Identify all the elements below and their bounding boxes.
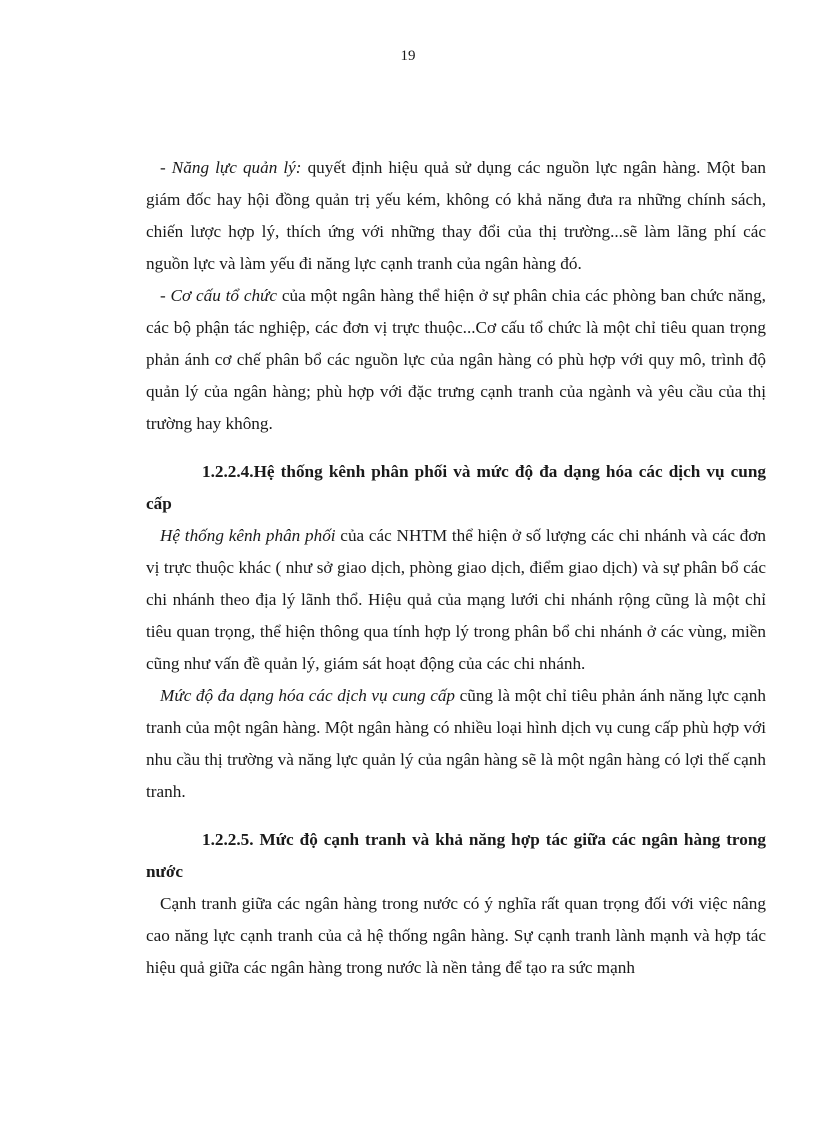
paragraph-service-diversification bbox=[146, 680, 766, 808]
paragraph-organization-structure bbox=[146, 280, 766, 440]
paragraph-text: của một ngân hàng thể hiện ở sự phân chia các phòng ban chức năng, các bộ phận tác nghiệp, các đơn vị trực thuộc...Cơ cấu tổ chức là một chỉ tiêu quan trọng phản ánh cơ chế phân bổ các nguồn lực của ngân hàng có phù hợp với quy mô, trình độ quản lý của ngân hàng; phù hợp với đặc trưng cạnh tranh của ngành và yêu cầu của thị trường hay không. bbox=[146, 286, 766, 433]
paragraph-text: cũng là một chỉ tiêu phản ánh năng lực cạnh tranh của một ngân hàng. Một ngân hàng có nhiều loại hình dịch vụ cung cấp phù hợp với nhu cầu thị trường và năng lực quản lý của ngân hàng sẽ là một ngân hàng có lợi thế cạnh tranh. bbox=[146, 686, 766, 801]
paragraph-text: của các NHTM thể hiện ở số lượng các chi nhánh và các đơn vị trực thuộc khác ( như sở giao dịch, phòng giao dịch, điểm giao dịch) và sự phân bổ các chi nhánh theo địa lý lãnh thổ. Hiệu quả của mạng lưới chi nhánh rộng cũng là một chỉ tiêu quan trọng, thể hiện thông qua tính hợp lý trong phân bổ chi nhánh ở các vùng, miền cũng như vấn đề quản lý, giám sát hoạt động của các chi nhánh. bbox=[146, 526, 766, 673]
term-service-diversification: Mức độ đa dạng hóa các dịch vụ cung cấp bbox=[160, 686, 456, 705]
page-number: 19 bbox=[400, 48, 416, 64]
section-heading-1-2-2-4: 1.2.2.4.Hệ thống kênh phân phối và mức độ đa dạng hóa các dịch vụ cung cấp bbox=[146, 462, 766, 513]
paragraph-distribution-channels bbox=[146, 520, 766, 680]
paragraph-domestic-competition: Cạnh tranh giữa các ngân hàng trong nước có ý nghĩa rất quan trọng đối với việc nâng cao năng lực cạnh tranh của cả hệ thống ngân hàng. Sự cạnh tranh lành mạnh và hợp tác hiệu quả giữa các ngân hàng trong nước là nền tảng để tạo ra sức mạnh bbox=[146, 894, 766, 977]
paragraph-text: quyết định hiệu quả sử dụng các nguồn lực ngân hàng. Một ban giám đốc hay hội đồng quản trị yếu kém, không có khả năng đưa ra những chính sách, chiến lược hợp lý, thích ứng với những thay đổi của thị trường...sẽ làm lãng phí các nguồn lực và làm yếu đi năng lực cạnh tranh của ngân hàng đó. bbox=[146, 158, 767, 273]
document-body bbox=[146, 152, 766, 984]
paragraph-dash: - bbox=[160, 286, 171, 305]
paragraph-management-capacity bbox=[146, 152, 766, 280]
term-distribution-channels: Hệ thống kênh phân phối bbox=[160, 526, 336, 545]
term-management-capacity: Năng lực quản lý: bbox=[171, 158, 302, 177]
section-heading-1-2-2-5: 1.2.2.5. Mức độ cạnh tranh và khả năng hợp tác giữa các ngân hàng trong nước bbox=[146, 830, 766, 881]
term-organization-structure: Cơ cấu tổ chức bbox=[170, 286, 278, 305]
paragraph-dash: - bbox=[160, 158, 172, 177]
